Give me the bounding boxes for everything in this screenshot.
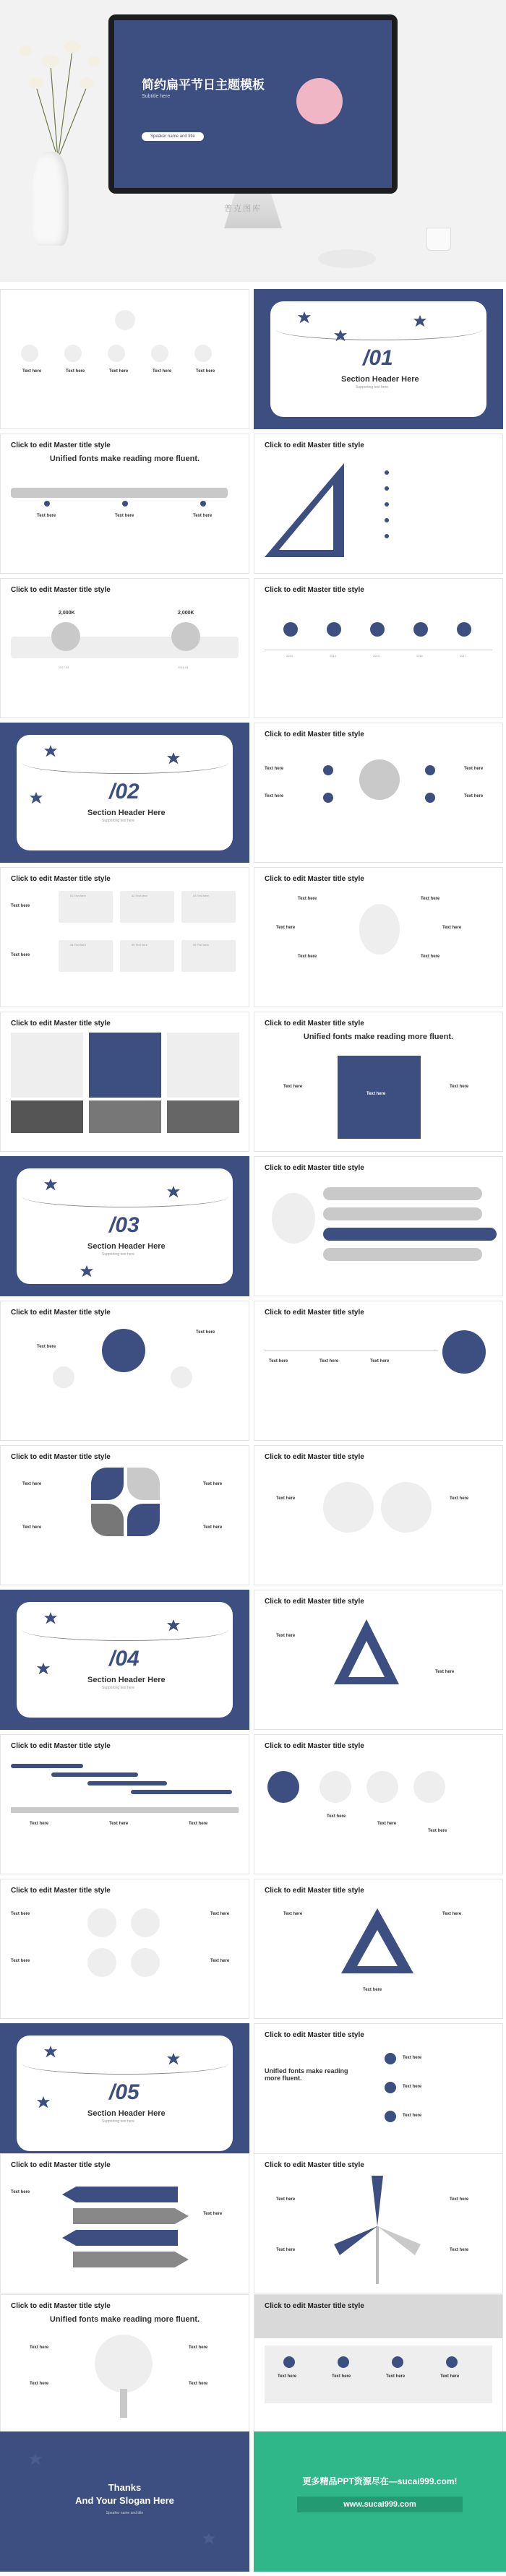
cart-icon <box>392 2356 403 2368</box>
center-panel <box>338 1056 421 1139</box>
slide-title: Click to edit Master title style <box>265 731 364 738</box>
item-label: Text here <box>22 369 42 374</box>
point-dot <box>425 793 435 803</box>
section-number: /01 <box>363 346 393 370</box>
slide-megaphone-list <box>254 1156 503 1296</box>
point-label: Text here <box>30 2382 49 2386</box>
list-bar <box>323 1248 482 1261</box>
office-photo <box>254 2295 503 2338</box>
stat-caption: 2017.04 <box>59 665 69 669</box>
point-label: Text here <box>386 2374 406 2379</box>
point-dot <box>323 765 333 775</box>
point-label: Text here <box>196 1330 215 1335</box>
point-label: Text here <box>442 1912 462 1916</box>
point-label: Text here <box>283 1912 303 1916</box>
slide-title: Click to edit Master title style <box>11 1453 111 1461</box>
timeline-icon <box>457 622 471 637</box>
list-bullet <box>385 486 389 491</box>
slide-three-columns-photos <box>0 1012 249 1152</box>
list-bullet <box>385 518 389 522</box>
point-label: Text here <box>189 2382 208 2386</box>
point-label: Text here <box>189 2345 208 2350</box>
gantt-bar <box>131 1790 232 1794</box>
slide-arrows <box>0 2153 249 2293</box>
point-label: Text here <box>403 2056 422 2060</box>
point-label: Text here <box>210 1912 230 1916</box>
item-label: Text here <box>196 369 215 374</box>
point-label: Text here <box>276 1496 296 1501</box>
section-number: /05 <box>109 2080 140 2104</box>
quad-shape <box>91 1504 124 1536</box>
side-label: Text here <box>11 904 30 908</box>
section-number: /02 <box>109 780 140 804</box>
slide-title: Click to edit Master title style <box>11 441 111 449</box>
point-label: Text here <box>269 1359 288 1364</box>
point-label: Text here <box>440 2374 460 2379</box>
slide-triangle-list <box>254 434 503 574</box>
point-label: Text here <box>450 2197 469 2202</box>
process-arrow <box>11 488 228 498</box>
lightbulb-icon <box>359 904 400 955</box>
thanks-title: Thanks <box>108 2482 142 2493</box>
point-label: Text here <box>11 1959 30 1963</box>
section-title: Section Header Here <box>87 2109 166 2118</box>
tools-icon <box>53 1366 74 1388</box>
point-label: Text here <box>377 1822 397 1826</box>
point-label: Text here <box>109 1822 129 1826</box>
hero-speaker: Speaker name and title <box>142 132 204 141</box>
slide-two-stats <box>0 578 249 718</box>
lead-block: Unified fonts make reading more fluent. <box>265 2067 348 2082</box>
ring <box>87 1948 116 1977</box>
section-title: Section Header Here <box>341 375 419 384</box>
arrow-right <box>73 2208 189 2224</box>
slide-triangle-cycle <box>254 1879 503 2019</box>
slide-lightbulb <box>254 867 503 1007</box>
logo-icon <box>115 310 135 330</box>
flower-vase-illustration <box>7 22 108 159</box>
point-label: Text here <box>30 2345 49 2350</box>
section-sub: Supporting text here <box>102 819 135 823</box>
slide-tree-brain <box>0 2294 249 2434</box>
point-label: Text here <box>11 1912 30 1916</box>
hero-title: 简约扁平节日主题模板 <box>142 78 265 92</box>
side-label: Text here <box>450 1085 469 1089</box>
ring <box>87 1908 116 1937</box>
slide-title: Click to edit Master title style <box>11 2302 111 2310</box>
globe-icon <box>338 2356 349 2368</box>
timeline-year: 2015 <box>373 654 380 658</box>
moon-illustration <box>296 78 343 124</box>
item-label: Text here <box>153 369 172 374</box>
slide-title: Click to edit Master title style <box>11 1309 111 1317</box>
stat-band <box>11 637 239 658</box>
tree-icon-2 <box>194 345 212 362</box>
slide-section-04 <box>0 1590 249 1730</box>
column-card <box>11 1033 83 1098</box>
point-label: Text here <box>298 955 317 959</box>
point-label: Text here <box>370 1359 390 1364</box>
slide-title: Click to edit Master title style <box>265 586 364 594</box>
point-label: Text here <box>276 926 296 930</box>
step-label: Text here <box>37 514 56 518</box>
timeline-year: 2013 <box>286 654 293 658</box>
list-bullet <box>385 534 389 538</box>
point-label: Text here <box>203 2212 223 2216</box>
building-photo <box>89 1100 161 1133</box>
gantt-bar <box>51 1772 138 1777</box>
point-label: Text here <box>298 897 317 901</box>
timeline-icon <box>370 622 385 637</box>
point-label: Text here <box>189 1822 208 1826</box>
star-icon <box>64 345 82 362</box>
section-title: Section Header Here <box>87 809 166 817</box>
grid-tab-label: 01 Text here <box>70 894 86 897</box>
section-sub: Supporting text here <box>102 1686 135 1690</box>
slide-rings <box>0 1879 249 2019</box>
slide-unified-list <box>254 2023 503 2163</box>
slide-thanks <box>0 2431 249 2572</box>
ring <box>131 1948 160 1977</box>
slide-section-05 <box>0 2023 249 2163</box>
arrow-left <box>62 2230 178 2246</box>
point-label: Text here <box>428 1829 447 1833</box>
slide-title: Click to edit Master title style <box>265 1887 364 1895</box>
slide-photo-icons <box>254 2294 503 2434</box>
ring <box>131 1908 160 1937</box>
grid-tab-label: 03 Text here <box>193 894 209 897</box>
point-label: Text here <box>363 1988 382 1992</box>
point-label: Text here <box>203 1525 223 1530</box>
pencil-cup <box>426 228 451 251</box>
slide-title: Click to edit Master title style <box>265 1309 364 1317</box>
thanks-slogan: And Your Slogan Here <box>75 2495 174 2506</box>
section-number: /03 <box>109 1213 140 1237</box>
slide-windmill <box>254 2153 503 2293</box>
section-sub: Supporting text here <box>356 385 389 389</box>
section-sub: Supporting text here <box>102 1252 135 1257</box>
step-label: Text here <box>193 514 213 518</box>
point-label: Text here <box>450 1496 469 1501</box>
list-icon <box>385 2082 396 2093</box>
timeline-icon <box>283 622 298 637</box>
timeline-year: 2016 <box>416 654 423 658</box>
point-dot <box>425 765 435 775</box>
location-icon <box>283 2356 295 2368</box>
point-label: Text here <box>22 1482 42 1486</box>
column-card-active <box>89 1033 161 1098</box>
ad-url-link[interactable]: www.sucai999.com <box>297 2497 463 2512</box>
quad-shape <box>127 1504 160 1536</box>
panel-label: Text here <box>366 1092 386 1096</box>
stat-value: 2,000K <box>59 611 75 616</box>
slide-process-arrow <box>0 434 249 574</box>
slide-title: Click to edit Master title style <box>11 586 111 594</box>
quad-shape <box>91 1468 124 1500</box>
grid-tab-label: 04 Text here <box>70 943 86 947</box>
point-label: Text here <box>276 2248 296 2252</box>
slide-title: Click to edit Master title style <box>11 1887 111 1895</box>
point-label: Text here <box>203 1482 223 1486</box>
slide-lead: Unified fonts make reading more fluent. <box>49 455 200 463</box>
point-label: Text here <box>435 1670 455 1674</box>
slide-circles-flow <box>254 1734 503 1874</box>
slide-title: Click to edit Master title style <box>265 2031 364 2039</box>
slide-section-03 <box>0 1156 249 1296</box>
arrow-left <box>62 2187 178 2202</box>
slide-person-money <box>254 1301 503 1441</box>
timeline-year: 2017 <box>460 654 466 658</box>
grid-tab-label: 05 Text here <box>132 943 147 947</box>
slide-lead: Unified fonts make reading more fluent. <box>303 1033 454 1041</box>
slide-unified-fonts <box>254 1012 503 1152</box>
brain-icon <box>359 759 400 800</box>
item-label: Text here <box>66 369 85 374</box>
tree-brain-icon <box>95 2335 153 2392</box>
triangle-cycle-diagram <box>341 1908 413 1973</box>
point-label: Text here <box>37 1345 56 1349</box>
slide-section-02 <box>0 723 249 863</box>
step-label: Text here <box>115 514 134 518</box>
ad-banner <box>254 2431 506 2572</box>
point-dot <box>323 793 333 803</box>
step-circle <box>413 1771 445 1803</box>
slide-title: Click to edit Master title style <box>265 1453 364 1461</box>
pyramid-diagram <box>334 1619 399 1684</box>
side-label: Text here <box>283 1085 303 1089</box>
checklist-icon <box>323 1482 374 1533</box>
point-label: Text here <box>210 1959 230 1963</box>
point-label: Text here <box>265 794 284 798</box>
slide-title: Click to edit Master title style <box>11 875 111 883</box>
slide-timeline <box>254 578 503 718</box>
mouse <box>318 249 376 268</box>
slide-title: Click to edit Master title style <box>265 1164 364 1172</box>
section-sub: Supporting text here <box>102 2119 135 2124</box>
hero-mockup <box>0 0 506 282</box>
grid-tab-label: 06 Text here <box>193 943 209 947</box>
list-bar <box>323 1207 482 1220</box>
bell-icon <box>108 345 125 362</box>
thanks-speaker: Speaker name and title <box>106 2511 144 2515</box>
target-icon <box>171 1366 192 1388</box>
slide-quad-shapes <box>0 1445 249 1585</box>
point-label: Text here <box>327 1814 346 1819</box>
grid-tab-label: 02 Text here <box>132 894 147 897</box>
point-label: Text here <box>421 897 440 901</box>
list-icon <box>385 2111 396 2122</box>
slide-lead: Unified fonts make reading more fluent. <box>49 2315 200 2324</box>
slide-gantt <box>0 1734 249 1874</box>
side-label: Text here <box>11 953 30 957</box>
point-label: Text here <box>403 2114 422 2118</box>
point-label: Text here <box>403 2085 422 2089</box>
slide-title: Click to edit Master title style <box>11 2161 111 2169</box>
slide-title: Click to edit Master title style <box>265 441 364 449</box>
slide-brain <box>254 723 503 863</box>
point-label: Text here <box>278 2374 297 2379</box>
windmill-icon <box>334 2176 421 2284</box>
list-icon <box>385 2053 396 2064</box>
column-card <box>167 1033 239 1098</box>
timeline-icon <box>413 622 428 637</box>
list-bullet <box>385 470 389 475</box>
slide-title: Click to edit Master title style <box>265 2161 364 2169</box>
gantt-bar <box>87 1781 167 1785</box>
step-dot <box>122 501 128 507</box>
triangle-diagram <box>265 463 351 557</box>
tree-trunk <box>120 2389 127 2418</box>
arrow-right <box>73 2252 189 2267</box>
slide-agenda-icons <box>0 289 249 429</box>
step-circle <box>366 1771 398 1803</box>
stat-photo <box>51 622 80 651</box>
vase <box>33 152 69 246</box>
point-label: Text here <box>464 794 484 798</box>
stat-caption: 2018.04 <box>178 665 189 669</box>
point-label: Text here <box>22 1525 42 1530</box>
step-dot <box>44 501 50 507</box>
list-bar <box>323 1187 482 1200</box>
point-label: Text here <box>450 2248 469 2252</box>
gear-icon <box>102 1329 145 1372</box>
point-label: Text here <box>30 1822 49 1826</box>
building-photo <box>167 1100 239 1133</box>
section-title: Section Header Here <box>87 1242 166 1251</box>
slide-title: Click to edit Master title style <box>265 875 364 883</box>
point-label: Text here <box>332 2374 351 2379</box>
timeline-year: 2014 <box>330 654 336 658</box>
item-label: Text here <box>109 369 129 374</box>
section-title: Section Header Here <box>87 1676 166 1684</box>
slide-pyramid <box>254 1590 503 1730</box>
step-circle <box>320 1771 351 1803</box>
stat-value: 2,000K <box>178 611 194 616</box>
person-dollar-icon <box>442 1330 486 1374</box>
gantt-bar <box>11 1764 83 1768</box>
watermark-brand: 普克图库 <box>224 204 262 213</box>
slide-title: Click to edit Master title style <box>265 2302 364 2310</box>
megaphone-icon <box>272 1193 315 1244</box>
gantt-axis <box>11 1807 239 1813</box>
stat-photo <box>171 622 200 651</box>
slide-infinity-icons <box>254 1445 503 1585</box>
bulb-icon <box>446 2356 458 2368</box>
chart-icon <box>267 1771 299 1803</box>
section-number: /04 <box>109 1647 140 1671</box>
tree-icon <box>21 345 38 362</box>
point-label: Text here <box>421 955 440 959</box>
building-photo <box>11 1100 83 1133</box>
monitor-screen <box>114 20 392 188</box>
hero-subtitle: Subtitle here <box>142 94 171 99</box>
slide-title: Click to edit Master title style <box>265 1598 364 1606</box>
list-bar-active <box>323 1228 497 1241</box>
point-label: Text here <box>276 1634 296 1638</box>
step-dot <box>200 501 206 507</box>
slide-section-01 <box>254 289 503 429</box>
loop-icon <box>381 1482 432 1533</box>
monitor <box>108 14 398 194</box>
slide-title: Click to edit Master title style <box>265 1742 364 1750</box>
leaf-icon <box>29 2453 42 2466</box>
quad-shape <box>127 1468 160 1500</box>
point-label: Text here <box>265 767 284 771</box>
gift-icon <box>151 345 168 362</box>
list-bullet <box>385 502 389 507</box>
slide-title: Click to edit Master title style <box>265 1020 364 1028</box>
point-label: Text here <box>276 2197 296 2202</box>
slide-title: Click to edit Master title style <box>11 1020 111 1028</box>
point-label: Text here <box>464 767 484 771</box>
timeline-icon <box>327 622 341 637</box>
leaf-icon <box>202 2533 215 2546</box>
point-label: Text here <box>320 1359 339 1364</box>
point-label: Text here <box>11 2190 30 2194</box>
point-label: Text here <box>442 926 462 930</box>
slide-grid-tabs <box>0 867 249 1007</box>
ad-headline: 更多精品PPT资源尽在—sucai999.com! <box>302 2476 458 2486</box>
slide-title: Click to edit Master title style <box>11 1742 111 1750</box>
slide-gear <box>0 1301 249 1441</box>
